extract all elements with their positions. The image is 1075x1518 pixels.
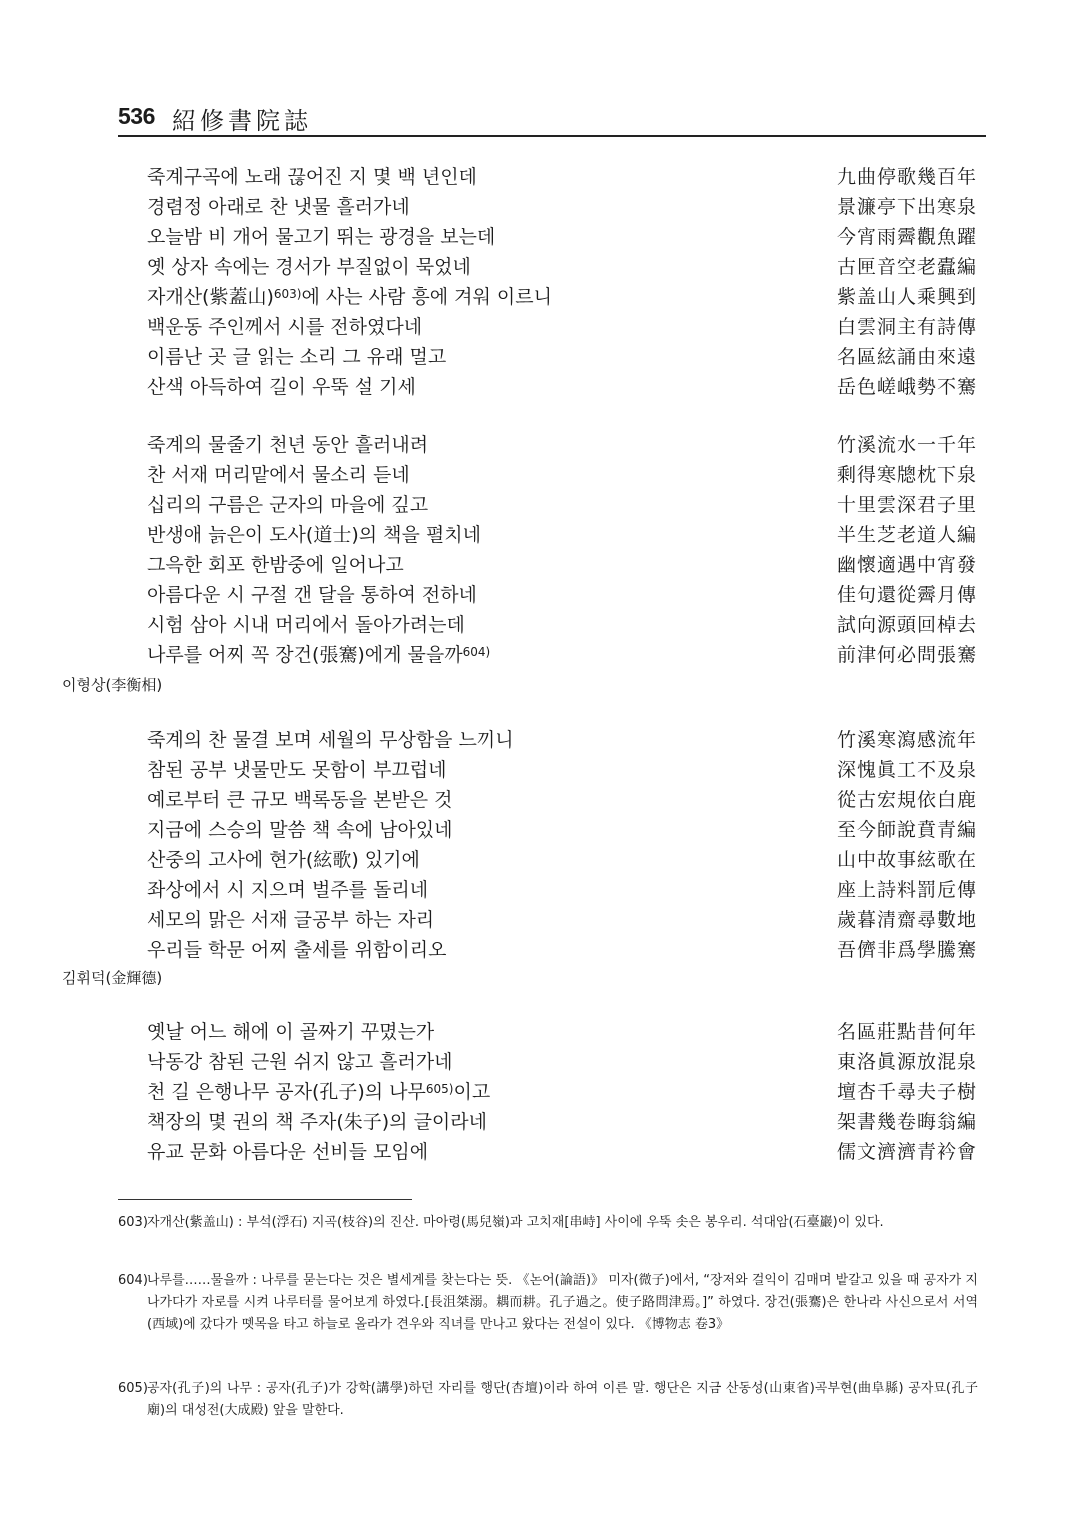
hanja-verse: 岳色嵯峨勢不騫 — [836, 376, 977, 398]
korean-verse: 우리들 학문 어찌 출세를 위함이리오 — [147, 939, 447, 961]
poem-4 — [147, 1017, 977, 1167]
poem-author: 김휘덕(金輝德) — [62, 969, 163, 987]
korean-verse: 유교 문화 아름다운 선비들 모임에 — [147, 1141, 429, 1163]
poem-line — [147, 372, 977, 402]
poem-line — [147, 1047, 977, 1077]
hanja-verse: 半生芝老道人編 — [836, 524, 977, 546]
korean-verse: 옛 상자 속에는 경서가 부질없이 묵었네 — [147, 256, 471, 278]
hanja-verse: 名區絃誦由來遠 — [836, 346, 977, 368]
hanja-verse: 壇杏千尋夫子樹 — [836, 1081, 977, 1103]
hanja-verse: 前津何必問張騫 — [836, 644, 977, 666]
poem-3 — [147, 725, 977, 965]
hanja-verse: 從古宏規依白鹿 — [836, 789, 977, 811]
footnote-ref-604[interactable]: 604) — [462, 645, 491, 659]
footnote-605 — [118, 1378, 978, 1422]
hanja-verse: 十里雲深君子里 — [836, 494, 977, 516]
poem-2 — [147, 430, 977, 670]
korean-verse: 책장의 몇 권의 책 주자(朱子)의 글이라네 — [147, 1111, 487, 1133]
hanja-verse: 古匣音空老蠹編 — [836, 256, 977, 278]
footnote-ref-605[interactable]: 605) — [425, 1082, 454, 1096]
poem-line — [147, 430, 977, 460]
korean-verse: 낙동강 참된 근원 쉬지 않고 흘러가네 — [147, 1051, 453, 1073]
korean-verse: 죽계의 찬 물결 보며 세월의 무상함을 느끼니 — [147, 729, 514, 751]
korean-verse: 찬 서재 머리맡에서 물소리 듣네 — [147, 464, 410, 486]
poem-line — [147, 815, 977, 845]
verse-text: 이고 — [453, 1081, 491, 1103]
korean-verse: 오늘밤 비 개어 물고기 뛰는 광경을 보는데 — [147, 226, 496, 248]
poem-line — [147, 1017, 977, 1047]
verse-text: 자개산(紫蓋山) — [147, 286, 274, 308]
hanja-verse: 景濂亭下出寒泉 — [836, 196, 977, 218]
korean-verse: 지금에 스승의 말씀 책 속에 남아있네 — [147, 819, 453, 841]
poem-line — [147, 252, 977, 282]
page-number: 536 — [118, 103, 155, 129]
verse-text: 에 사는 사람 흥에 겨워 이르니 — [301, 286, 552, 308]
korean-verse: 반생애 늙은이 도사(道士)의 책을 펼치네 — [147, 524, 481, 546]
korean-verse-with-note — [147, 1077, 490, 1107]
hanja-verse: 至今師說賁青編 — [836, 819, 977, 841]
hanja-verse: 名區莊點昔何年 — [836, 1021, 977, 1043]
footnote-text: 나루를……물을까 : 나루를 묻는다는 것은 별세계를 찾는다는 뜻. 《논어(論語)》 미자(微子)에서, “장저와 걸익이 김매며 밭갈고 있을 때 공자가 지나가다가 자로를 시켜 나루터를 물어보게 하였다.[長沮桀溺。耦而耕。孔子過之。使子路問津焉。]” 하였다. 장건(張騫)은 한나라 사신으로서 서역(西域)에 갔다가 뗏목을 타고 하늘로 올라가 견우와 직녀를 만나고 왔다는 전설이 있다. 《博物志 卷3》 — [147, 1273, 978, 1332]
hanja-verse: 歲暮清齋尋數地 — [836, 909, 977, 931]
hanja-verse: 東洛眞源放混泉 — [836, 1051, 977, 1073]
korean-verse: 산중의 고사에 현가(絃歌) 있기에 — [147, 849, 420, 871]
hanja-verse: 九曲停歌幾百年 — [836, 166, 977, 188]
korean-verse: 좌상에서 시 지으며 벌주를 돌리네 — [147, 879, 429, 901]
korean-verse: 죽계구곡에 노래 끊어진 지 몇 백 년인데 — [147, 166, 477, 188]
footnote-divider — [118, 1199, 412, 1200]
poem-line — [147, 520, 977, 550]
poem-line — [147, 162, 977, 192]
poem-line — [147, 785, 977, 815]
hanja-verse: 座上詩料罰卮傳 — [836, 879, 977, 901]
korean-verse: 옛날 어느 해에 이 골짜기 꾸몄는가 — [147, 1021, 435, 1043]
poem-line — [147, 312, 977, 342]
korean-verse: 경렴정 아래로 찬 냇물 흘러가네 — [147, 196, 410, 218]
hanja-verse: 竹溪流水一千年 — [836, 434, 977, 456]
korean-verse: 세모의 맑은 서재 글공부 하는 자리 — [147, 909, 435, 931]
hanja-verse: 幽懷適遇中宵發 — [836, 554, 977, 576]
hanja-verse: 白雲洞主有詩傳 — [836, 316, 977, 338]
hanja-verse: 今宵雨霽觀魚躍 — [836, 226, 977, 248]
verse-text: 나루를 어찌 꼭 장건(張騫)에게 물을까 — [147, 644, 463, 666]
korean-verse: 아름다운 시 구절 갠 달을 통하여 전하네 — [147, 584, 477, 606]
korean-verse: 그윽한 회포 한밤중에 일어나고 — [147, 554, 404, 576]
korean-verse: 백운동 주인께서 시를 전하였다네 — [147, 316, 423, 338]
hanja-verse: 山中故事絃歌在 — [836, 849, 977, 871]
poem-line — [147, 192, 977, 222]
korean-verse-with-note — [147, 282, 552, 312]
footnote-603 — [118, 1212, 978, 1234]
poem-line — [147, 490, 977, 520]
poem-line — [147, 905, 977, 935]
footnote-number: 603) — [118, 1215, 148, 1230]
page-header — [118, 101, 986, 137]
poem-1 — [147, 162, 977, 402]
book-title: 紹修書院誌 — [172, 107, 312, 135]
poem-line — [147, 282, 977, 312]
poem-line — [147, 640, 977, 670]
hanja-verse: 試向源頭回棹去 — [836, 614, 977, 636]
footnote-number: 604) — [118, 1273, 148, 1288]
korean-verse: 시험 삼아 시내 머리에서 돌아가려는데 — [147, 614, 465, 636]
poem-line — [147, 1137, 977, 1167]
hanja-verse: 深愧眞工不及泉 — [836, 759, 977, 781]
poem-line — [147, 580, 977, 610]
korean-verse: 이름난 곳 글 읽는 소리 그 유래 멀고 — [147, 346, 447, 368]
korean-verse-with-note — [147, 640, 490, 670]
poem-line — [147, 460, 977, 490]
poem-line — [147, 935, 977, 965]
poem-line — [147, 1077, 977, 1107]
korean-verse: 산색 아득하여 길이 우뚝 설 기세 — [147, 376, 416, 398]
poem-line — [147, 725, 977, 755]
poem-line — [147, 550, 977, 580]
verse-text: 천 길 은행나무 공자(孔子)의 나무 — [147, 1081, 426, 1103]
poem-line — [147, 342, 977, 372]
korean-verse: 예로부터 큰 규모 백록동을 본받은 것 — [147, 789, 453, 811]
poem-line — [147, 875, 977, 905]
hanja-verse: 紫盖山人乘興到 — [836, 286, 977, 308]
footnote-ref-603[interactable]: 603) — [273, 287, 302, 301]
hanja-verse: 吾儕非爲學騰騫 — [836, 939, 977, 961]
footnote-604 — [118, 1270, 978, 1336]
hanja-verse: 儒文濟濟青衿會 — [836, 1141, 977, 1163]
poem-line — [147, 222, 977, 252]
footnote-text: 공자(孔子)의 나무 : 공자(孔子)가 강학(講學)하던 자리를 행단(杏壇)이라 하여 이른 말. 행단은 지금 산동성(山東省)곡부현(曲阜縣) 공자묘(孔子廟)의 대성전(大成殿) 앞을 말한다. — [147, 1381, 978, 1418]
poem-line — [147, 845, 977, 875]
hanja-verse: 架書幾卷晦翁編 — [836, 1111, 977, 1133]
korean-verse: 죽계의 물줄기 천년 동안 흘러내려 — [147, 434, 429, 456]
korean-verse: 십리의 구름은 군자의 마을에 깊고 — [147, 494, 429, 516]
poem-author: 이형상(李衡相) — [62, 676, 163, 694]
footnote-text: 자개산(紫盖山) : 부석(浮石) 지곡(枝谷)의 진산. 마아령(馬兒嶺)과 고치재[串峙] 사이에 우뚝 솟은 봉우리. 석대암(石臺巖)이 있다. — [147, 1215, 884, 1230]
korean-verse: 참된 공부 냇물만도 못함이 부끄럽네 — [147, 759, 447, 781]
hanja-verse: 剩得寒牕枕下泉 — [836, 464, 977, 486]
poem-line — [147, 610, 977, 640]
footnote-number: 605) — [118, 1381, 148, 1396]
poem-line — [147, 755, 977, 785]
hanja-verse: 佳句還從霽月傳 — [836, 584, 977, 606]
hanja-verse: 竹溪寒瀉感流年 — [836, 729, 977, 751]
poem-line — [147, 1107, 977, 1137]
